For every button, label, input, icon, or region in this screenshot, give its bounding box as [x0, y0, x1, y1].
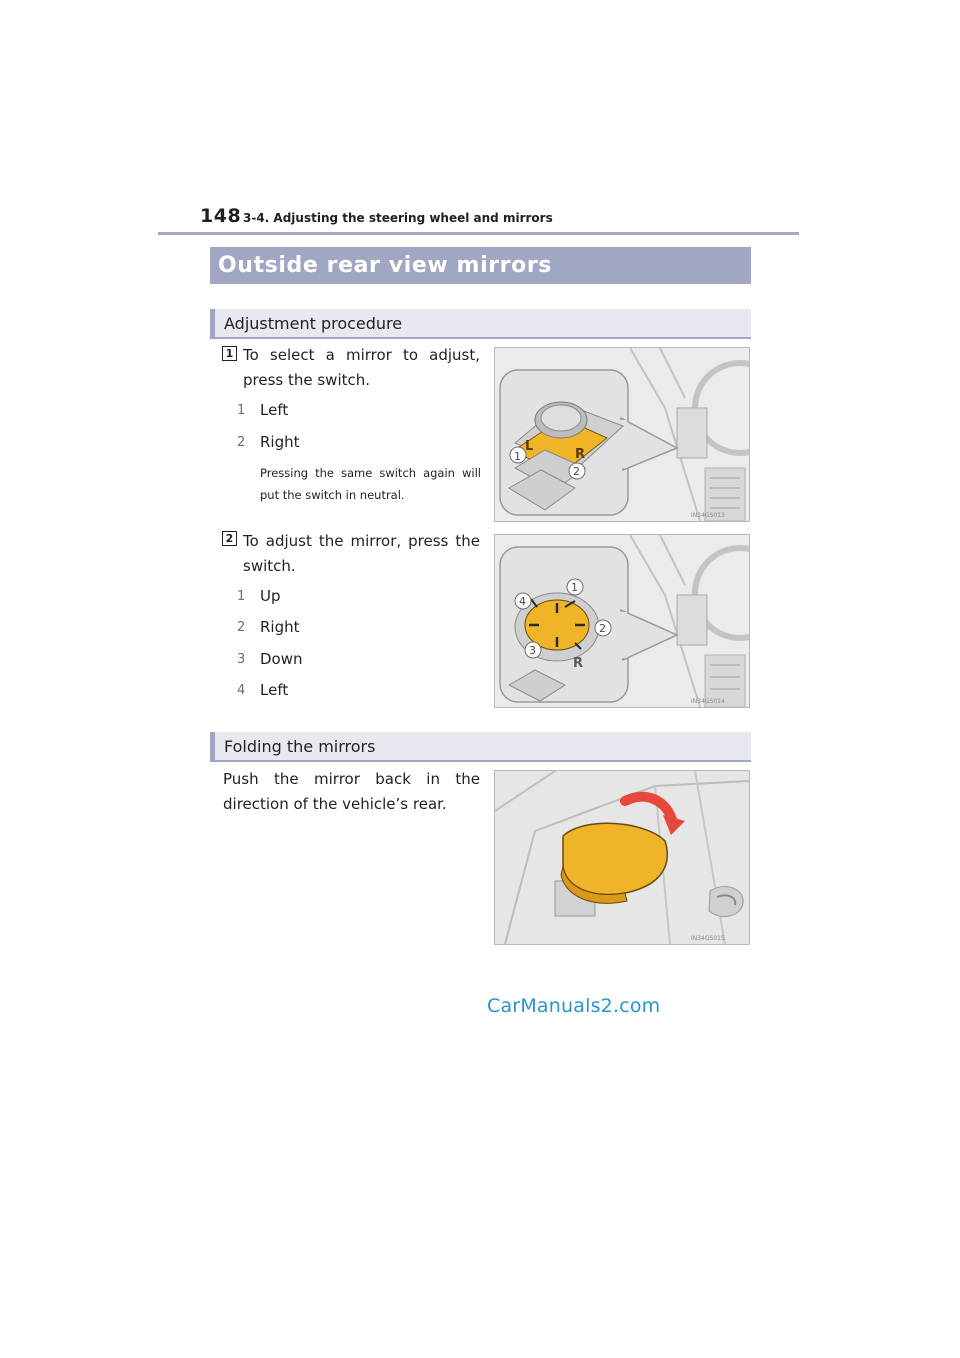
switch-label-r: R [575, 447, 586, 462]
figure-mirror-select-switch [494, 347, 750, 522]
step-1-item-right [237, 431, 245, 450]
step-1-item-left [237, 399, 245, 418]
callout-1: 1 [571, 581, 578, 594]
step-2-badge: 2 [222, 531, 237, 546]
callout-2: 2 [573, 465, 580, 478]
step-1-label-left: Left [260, 401, 289, 419]
step-2-label-up: Up [260, 587, 281, 605]
item-number: 4 [237, 683, 246, 698]
folding-heading: Folding the mirrors [210, 732, 751, 762]
item-number: 2 [237, 435, 246, 450]
item-number: 3 [237, 652, 246, 667]
step-2-item-left [237, 679, 245, 698]
section-breadcrumb: 3-4. Adjusting the steering wheel and mirrors [243, 211, 553, 225]
page-title: Outside rear view mirrors [210, 247, 751, 284]
item-number: 1 [237, 403, 246, 418]
page-number: 148 [200, 205, 242, 227]
figure-mirror-adjust-switch [494, 534, 750, 708]
step-1-note: Pressing the same switch again will put the switch in neutral. [260, 466, 481, 502]
item-number: 2 [237, 620, 246, 635]
step-2-item-down [237, 648, 245, 667]
mirror-select-illustration [495, 348, 749, 521]
step-2-label-right: Right [260, 618, 300, 636]
adjustment-heading: Adjustment procedure [210, 309, 751, 339]
callout-4: 4 [519, 595, 526, 608]
switch-label-l: L [525, 439, 534, 454]
step-2-label-down: Down [260, 650, 303, 668]
callout-2: 2 [599, 622, 606, 635]
step-2-label-left: Left [260, 681, 289, 699]
figure-code: IN34GS014 [691, 698, 725, 705]
step-2-text: To adjust the mirror, press the switch. [243, 532, 480, 575]
callout-1: 1 [514, 450, 521, 463]
watermark-link[interactable]: CarManuals2.com [487, 995, 661, 1017]
figure-code: IN34GS015 [691, 935, 725, 942]
figure-folding-mirror [494, 770, 750, 945]
step-2-item-up [237, 585, 245, 604]
step-1-label-right: Right [260, 433, 300, 451]
folding-text: Push the mirror back in the direction of the vehicle’s rear. [223, 770, 480, 813]
folding-mirror-illustration [495, 771, 749, 944]
switch-label-r: R [573, 656, 584, 671]
step-1-text: To select a mirror to adjust, press the switch. [243, 346, 480, 389]
item-number: 1 [237, 589, 246, 604]
mirror-adjust-illustration [495, 535, 749, 707]
header-divider [158, 232, 799, 235]
figure-code: IN34GS013 [691, 512, 725, 519]
step-1-badge: 1 [222, 346, 237, 361]
callout-3: 3 [529, 644, 536, 657]
step-2-item-right [237, 616, 245, 635]
